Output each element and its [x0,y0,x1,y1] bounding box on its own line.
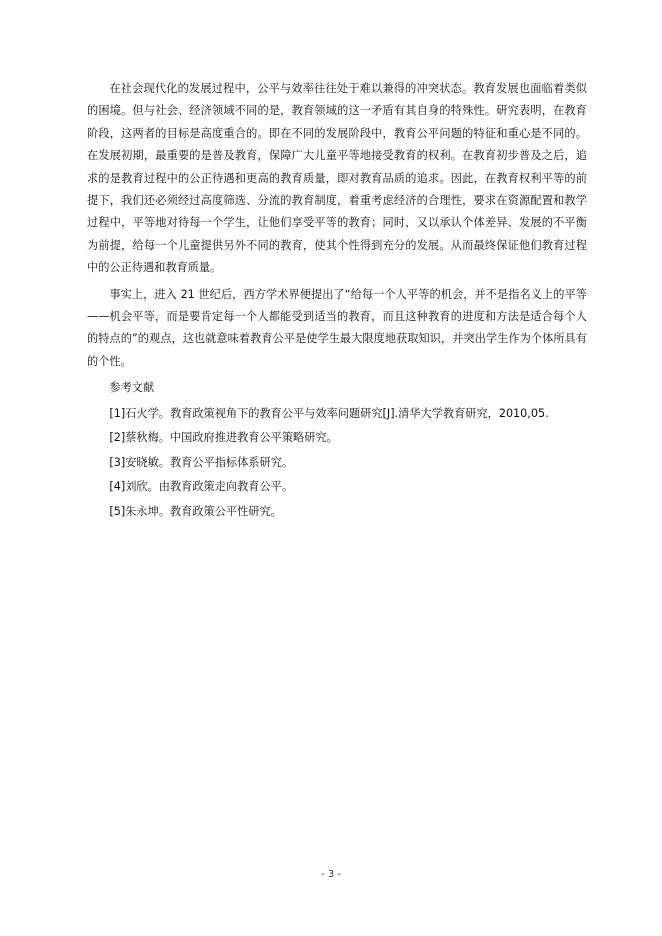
document-body [87,78,587,525]
reference-item: [5]朱永坤。教育政策公平性研究。 [109,505,282,519]
body-paragraph: 在社会现代化的发展过程中，公平与效率往往处于难以兼得的冲突状态。教育发展也面临着类似的困境。但与社会、经济领域不同的是，教育领域的这一矛盾有其自身的特殊性。研究表明，在教育阶段，这两者的目标是高度重合的。即在不同的发展阶段中，教育公平问题的特征和重心是不同的。在发展初期，最重要的是普及教育，保障广大儿童平等地接受教育的权利。在教育初步普及之后，追求的是教育过程中的公正待遇和更高的教育质量，即对教育品质的追求。因此，在教育权利平等的前提下，我们还必须经过高度筛选、分流的教育制度，着重考虑经济的合理性，要求在资源配置和教学过程中，平等地对待每一个学生，让他们享受平等的教育；同时，又以承认个体差异、发展的不平衡为前提，给每一个儿童提供另外不同的教育，使其个性得到充分的发展。从而最终保证他们教育过程中的公正待遇和教育质量。 [87,82,587,275]
reference-item: [4]刘欣。由教育政策走向教育公平。 [109,480,294,494]
reference-item: [1]石火学。教育政策视角下的教育公平与效率问题研究[J].清华大学教育研究，2010,05. [109,406,549,420]
references-heading: 参考文献 [109,381,155,395]
reference-list [87,402,587,525]
page-number: - 3 - [321,869,341,880]
body-paragraph: 事实上，进入 21 世纪后，西方学术界便提出了“给每一个人平等的机会，并不是指名义上的平等——机会平等，而是要肯定每一个人都能受到适当的教育，而且这种教育的进度和方法是适合每个人的特点的”的观点，这也就意味着教育公平是使学生最大限度地获取知识，并突出学生作为个体所具有的个性。 [87,287,587,368]
reference-item: [2]蔡秋梅。中国政府推进教育公平策略研究。 [109,431,338,445]
reference-item: [3]安晓敏。教育公平指标体系研究。 [109,455,294,469]
